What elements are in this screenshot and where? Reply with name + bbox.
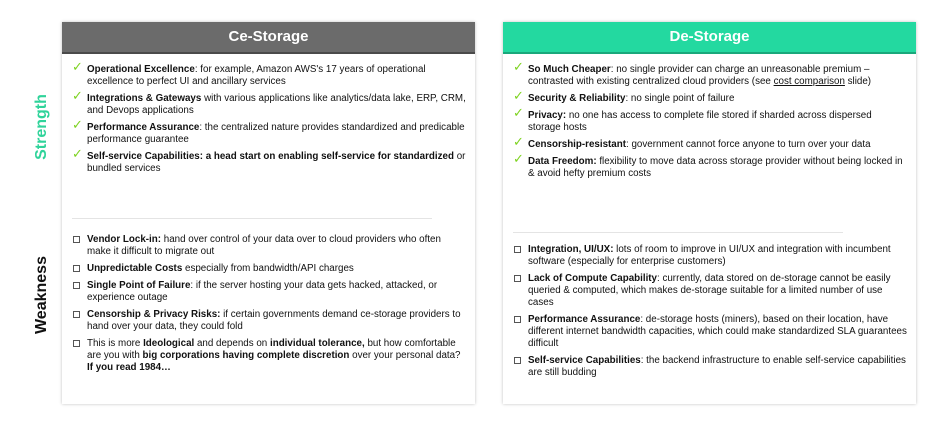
list-item: ✓ Privacy: no one has access to complete file stored if sharded across dispersed storage hosts xyxy=(513,105,872,133)
divider xyxy=(72,218,432,219)
list-item: ✓ Self-service Capabilities: a head start on enabling self-service for standardized or bundled services xyxy=(72,146,466,174)
checkbox-icon xyxy=(73,265,80,272)
list-item: ✓ Data Freedom: flexibility to move data across storage provider without being locked in & avoid hefty premium costs xyxy=(513,151,903,179)
list-item: Integration, UI/UX: lots of room to improve in UI/UX and integration with incumbent software (especially for enterprise customers) xyxy=(511,244,907,268)
checkmark-icon: ✓ xyxy=(72,59,83,74)
list-item: ✓ Operational Excellence: for example, Amazon AWS's 17 years of operational excellence to perfect UI and ancillary services xyxy=(72,59,426,87)
weakness-label: Weakness xyxy=(33,256,50,334)
list-item: ✓ Integrations & Gateways with various applications like analytics/data lake, ERP, CRM, and Devops applications xyxy=(72,88,466,116)
list-item: Single Point of Failure: if the server hosting your data gets hacked, attacked, or experience outage xyxy=(70,280,466,304)
checkmark-icon: ✓ xyxy=(513,59,524,74)
checkbox-icon xyxy=(514,316,521,323)
list-item: Self-service Capabilities: the backend infrastructure to enable self-service capabilities are still budding xyxy=(511,355,907,379)
list-item: Censorship & Privacy Risks: if certain governments demand ce-storage providers to hand over your data, they could fold xyxy=(70,309,466,333)
checkmark-icon: ✓ xyxy=(513,134,524,149)
cost-comparison-link[interactable]: cost comparison xyxy=(773,76,845,87)
list-item: Unpredictable Costs especially from bandwidth/API charges xyxy=(70,263,466,275)
checkmark-icon: ✓ xyxy=(72,146,83,161)
checkbox-icon xyxy=(73,340,80,347)
checkmark-icon: ✓ xyxy=(72,88,83,103)
checkbox-icon xyxy=(514,246,521,253)
de-storage-header: De-Storage xyxy=(503,22,916,54)
ce-strength-list xyxy=(70,59,466,180)
de-weakness-list xyxy=(511,244,907,384)
ce-storage-panel xyxy=(62,22,475,404)
strength-label: Strength xyxy=(33,94,50,160)
de-strength-list xyxy=(511,59,907,185)
checkbox-icon xyxy=(73,236,80,243)
ce-weakness-list xyxy=(70,234,466,379)
checkmark-icon: ✓ xyxy=(513,88,524,103)
list-item: Lack of Compute Capability: currently, data stored on de-storage cannot be easily queried & computed, which makes de-storage suitable for a limited number of use cases xyxy=(511,273,907,309)
checkmark-icon: ✓ xyxy=(513,151,524,166)
checkbox-icon xyxy=(514,275,521,282)
checkbox-icon xyxy=(73,311,80,318)
list-item: ✓ Performance Assurance: the centralized nature provides standardized and predicable performance guarantee xyxy=(72,117,465,145)
checkmark-icon: ✓ xyxy=(72,117,83,132)
divider xyxy=(513,232,843,233)
list-item: This is more Ideological and depends on individual tolerance, but how comfortable are you with big corporations having complete discretion over your personal data? If you read 1984… xyxy=(70,338,466,374)
list-item: Performance Assurance: de-storage hosts (miners), based on their location, have different internet bandwidth capacities, which could make standardized SLA guarantees difficult xyxy=(511,314,907,350)
de-storage-panel xyxy=(503,22,916,404)
checkbox-icon xyxy=(73,282,80,289)
list-item: ✓ Security & Reliability: no single point of failure xyxy=(513,88,735,104)
checkmark-icon: ✓ xyxy=(513,105,524,120)
ce-storage-header: Ce-Storage xyxy=(62,22,475,54)
list-item: ✓ So Much Cheaper: no single provider can charge an unreasonable premium – contrasted with existing centralized cloud providers (see cost comparison slide) xyxy=(513,59,872,87)
list-item: Vendor Lock-in: hand over control of your data over to cloud providers who often make it difficult to migrate out xyxy=(70,234,466,258)
list-item: ✓ Censorship-resistant: government cannot force anyone to turn over your data xyxy=(513,134,871,150)
checkbox-icon xyxy=(514,357,521,364)
